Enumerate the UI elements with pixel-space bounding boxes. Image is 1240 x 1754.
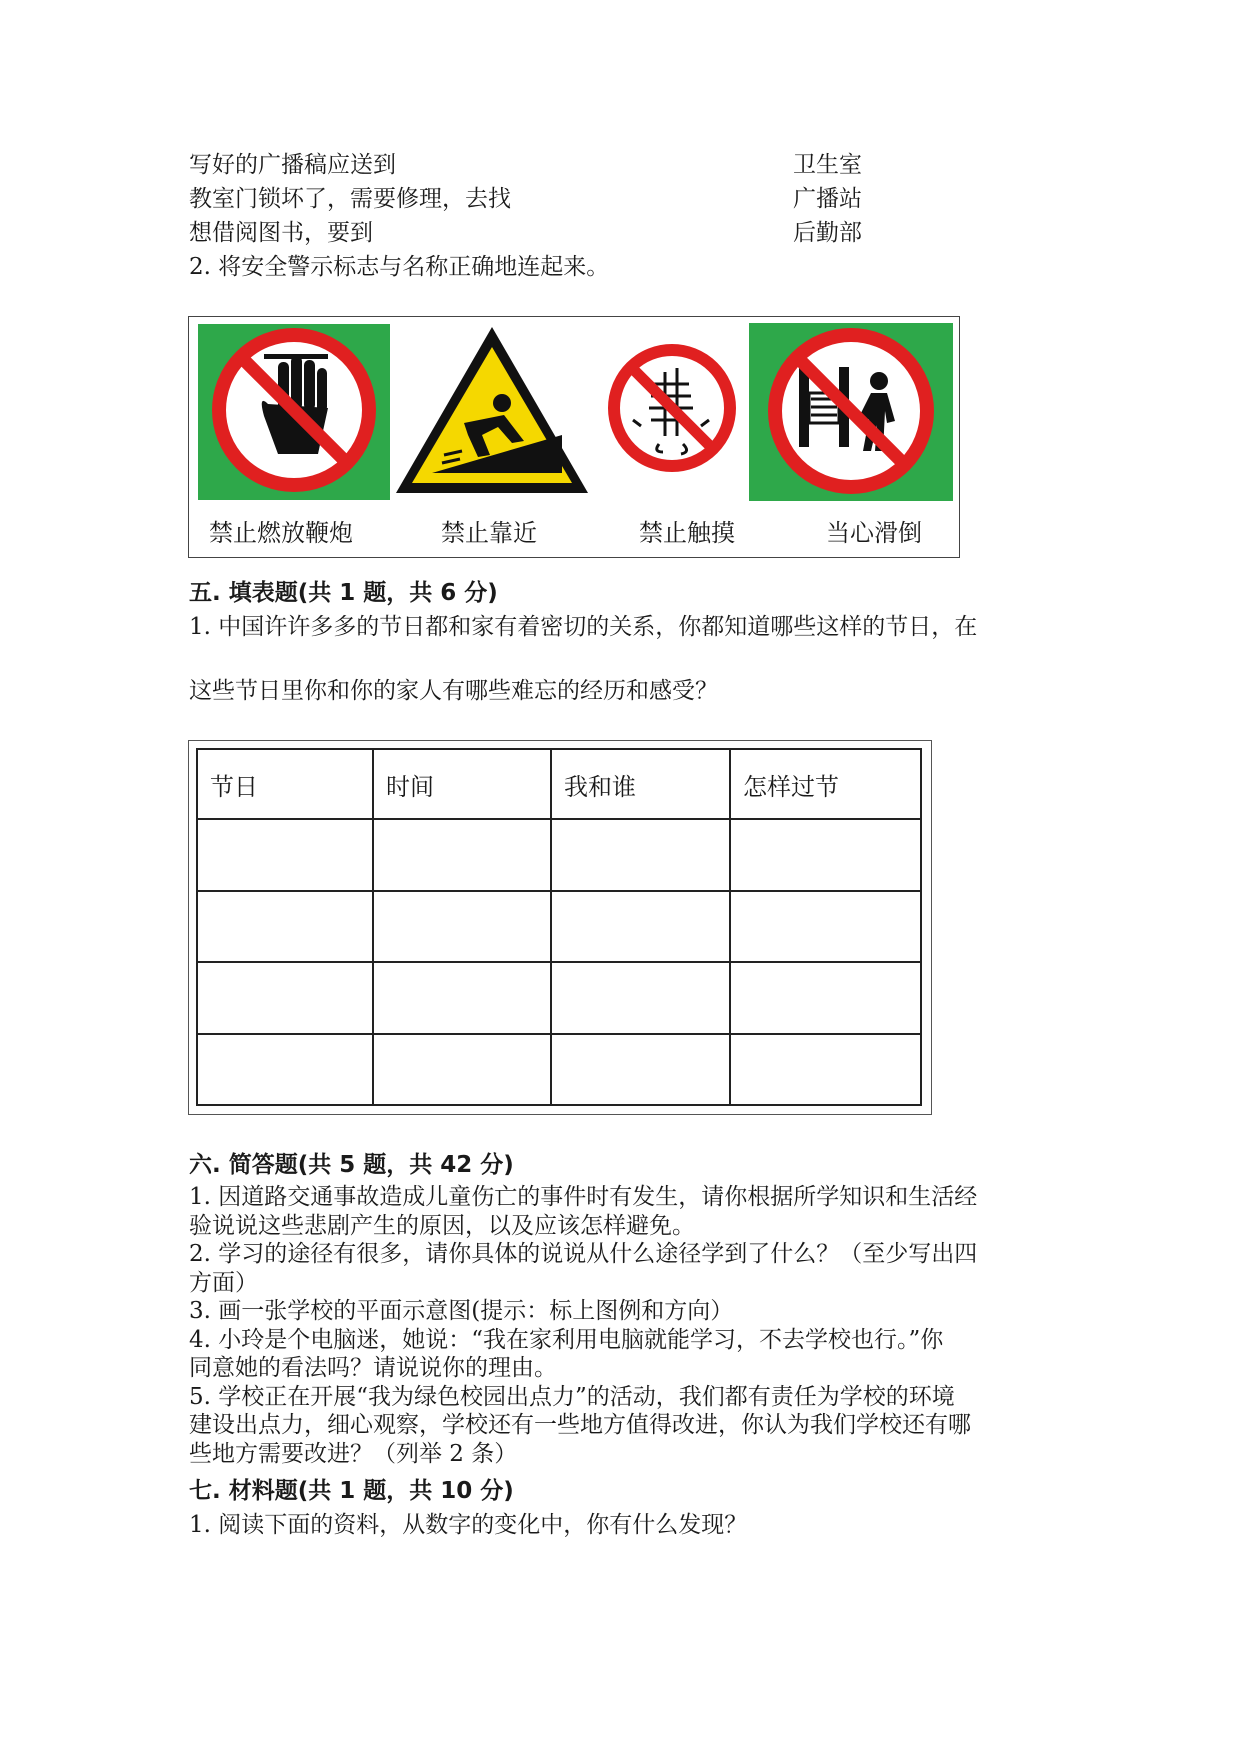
- table-cell[interactable]: [551, 891, 730, 963]
- table-cell[interactable]: [730, 891, 921, 963]
- question-2: 2. 将安全警示标志与名称正确地连起来。: [189, 254, 610, 280]
- section-6-line: 些地方需要改进？（列举 2 条）: [189, 1440, 518, 1467]
- table-cell[interactable]: [730, 819, 921, 891]
- header-how-celebrate: 怎样过节: [730, 749, 921, 819]
- table-cell[interactable]: [197, 819, 373, 891]
- table-cell[interactable]: [197, 891, 373, 963]
- section-6-line: 建设出点力，细心观察，学校还有一些地方值得改进，你认为我们学校还有哪: [189, 1412, 971, 1438]
- table-cell[interactable]: [373, 1034, 551, 1106]
- section-5-question-line-1: 1. 中国许许多多的节日都和家有着密切的关系，你都知道哪些这样的节日，在: [189, 614, 978, 640]
- table-cell[interactable]: [551, 819, 730, 891]
- table-cell[interactable]: [730, 1034, 921, 1106]
- table-row: [197, 962, 921, 1034]
- table-cell[interactable]: [551, 962, 730, 1034]
- table-cell[interactable]: [551, 1034, 730, 1106]
- section-6-line: 方面）: [189, 1269, 258, 1296]
- section-6-line: 2. 学习的途径有很多，请你具体的说说从什么途径学到了什么？（至少写出四: [189, 1241, 978, 1267]
- header-festival: 节日: [197, 749, 373, 819]
- match-left-3: 想借阅图书，要到: [189, 220, 373, 246]
- sign-label-2: 禁止靠近: [441, 519, 537, 547]
- table-row: [197, 891, 921, 963]
- sign-label-1: 禁止燃放鞭炮: [209, 519, 353, 547]
- festival-table: [196, 748, 922, 1106]
- festival-table-frame: [188, 740, 932, 1115]
- table-cell[interactable]: [373, 891, 551, 963]
- header-time: 时间: [373, 749, 551, 819]
- section-6-line: 3. 画一张学校的平面示意图(提示：标上图例和方向）: [189, 1298, 734, 1324]
- section-6-line: 5. 学校正在开展“我为绿色校园出点力”的活动，我们都有责任为学校的环境: [189, 1383, 955, 1410]
- safety-sign-panel: [188, 316, 960, 558]
- section-6-line: 1. 因道路交通事故造成儿童伤亡的事件时有发生，请你根据所学知识和生活经: [189, 1184, 978, 1210]
- section-6-line: 验说说这些悲剧产生的原因，以及应该怎样避免。: [189, 1212, 695, 1239]
- match-right-2: 广播站: [793, 186, 862, 212]
- section-6-line: 4. 小玲是个电脑迷，她说：“我在家利用电脑就能学习，不去学校也行。”你: [189, 1326, 944, 1353]
- sign-label-3: 禁止触摸: [639, 519, 735, 547]
- header-with-whom: 我和谁: [551, 749, 730, 819]
- section-7-heading: 七. 材料题(共 1 题，共 10 分): [189, 1478, 514, 1504]
- section-5-question-line-2: 这些节日里你和你的家人有哪些难忘的经历和感受？: [189, 678, 718, 704]
- table-row: [197, 819, 921, 891]
- no-fireworks-sign-icon: [603, 340, 741, 476]
- section-6-questions: [189, 1183, 977, 1468]
- section-6-line: 同意她的看法吗？请说说你的理由。: [189, 1355, 557, 1381]
- no-approach-sign-icon: [749, 323, 953, 501]
- table-cell[interactable]: [373, 962, 551, 1034]
- slippery-warning-sign-icon: [392, 323, 592, 503]
- sign-label-4: 当心滑倒: [826, 519, 922, 547]
- section-7-question: 1. 阅读下面的资料，从数字的变化中，你有什么发现？: [189, 1512, 748, 1538]
- table-row: [197, 1034, 921, 1106]
- match-right-3: 后勤部: [793, 220, 862, 246]
- match-left-2: 教室门锁坏了，需要修理，去找: [189, 186, 511, 212]
- table-cell[interactable]: [197, 1034, 373, 1106]
- section-6-heading: 六. 简答题(共 5 题，共 42 分): [189, 1152, 514, 1178]
- table-header-row: [197, 749, 921, 819]
- table-cell[interactable]: [373, 819, 551, 891]
- no-touch-sign-icon: [198, 324, 390, 500]
- table-cell[interactable]: [197, 962, 373, 1034]
- match-right-1: 卫生室: [793, 152, 862, 178]
- section-5-heading: 五. 填表题(共 1 题，共 6 分): [189, 580, 498, 606]
- table-cell[interactable]: [730, 962, 921, 1034]
- match-left-1: 写好的广播稿应送到: [189, 152, 396, 178]
